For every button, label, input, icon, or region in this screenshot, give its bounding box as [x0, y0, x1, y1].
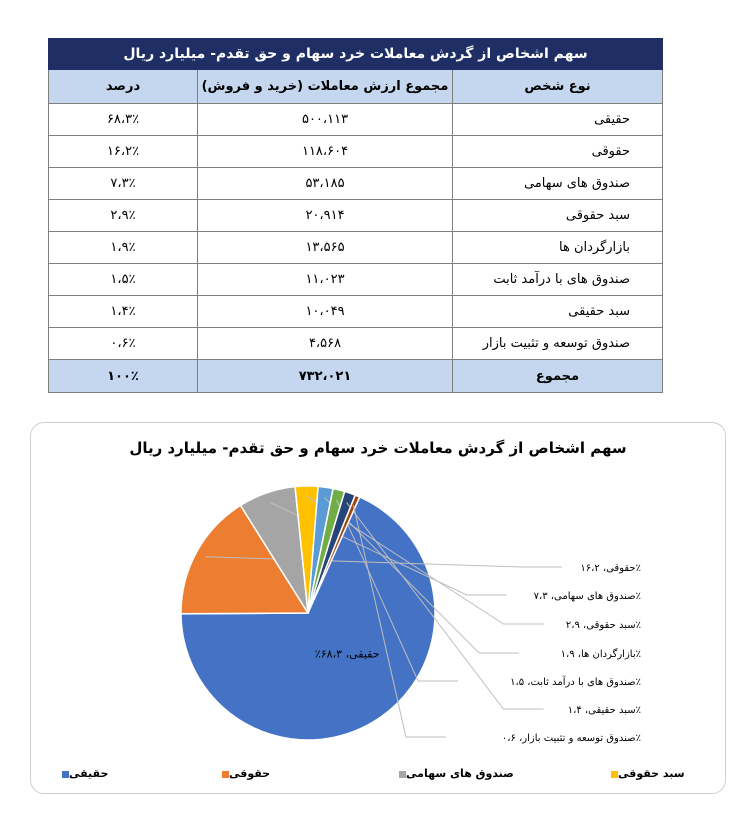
cell-value: ۲۰،۹۱۴ — [198, 200, 453, 232]
table-title-row — [49, 39, 663, 70]
slice-label: صندوق توسعه و تثبیت بازار، ۰،۶٪ — [501, 733, 641, 744]
legend-swatch — [611, 771, 618, 778]
table-header-row — [49, 70, 663, 104]
summary-table-container — [48, 38, 662, 393]
table-row — [49, 136, 663, 168]
header-value: مجموع ارزش معاملات (خرید و فروش) — [198, 70, 453, 104]
legend-label: صندوق های سهامی — [406, 767, 514, 780]
cell-type: حقیقی — [453, 104, 663, 136]
cell-percent: ۱۶،۲٪ — [49, 136, 198, 168]
table-row — [49, 232, 663, 264]
slice-label: حقوقی، ۱۶،۲٪ — [580, 563, 641, 574]
legend-label: حقیقی — [69, 767, 109, 780]
slice-label: بازارگردان ها، ۱،۹٪ — [560, 649, 641, 660]
cell-type: صندوق های با درآمد ثابت — [453, 264, 663, 296]
slice-label: سبد حقوقی، ۲،۹٪ — [565, 620, 641, 631]
slice-label: صندوق های با درآمد ثابت، ۱،۵٪ — [510, 677, 641, 688]
table-title: سهم اشخاص از گردش معاملات خرد سهام و حق تقدم- میلیارد ریال — [49, 39, 663, 70]
table-row — [49, 168, 663, 200]
header-type: نوع شخص — [453, 70, 663, 104]
pie-chart — [31, 423, 727, 763]
total-value: ۷۳۲،۰۲۱ — [198, 360, 453, 393]
summary-table — [48, 38, 663, 393]
legend-swatch — [399, 771, 406, 778]
cell-percent: ۲،۹٪ — [49, 200, 198, 232]
cell-type: سبد حقوقی — [453, 200, 663, 232]
legend-swatch — [62, 771, 69, 778]
header-percent: درصد — [49, 70, 198, 104]
slice-label: حقیقی، ۶۸،۳٪ — [314, 647, 380, 661]
cell-type: صندوق های سهامی — [453, 168, 663, 200]
table-row — [49, 264, 663, 296]
table-row — [49, 200, 663, 232]
legend-item — [216, 767, 270, 780]
cell-type: بازارگردان ها — [453, 232, 663, 264]
total-label: مجموع — [453, 360, 663, 393]
cell-type: سبد حقیقی — [453, 296, 663, 328]
cell-percent: ۱،۵٪ — [49, 264, 198, 296]
chart-card — [30, 422, 726, 794]
legend-item — [393, 767, 514, 780]
legend-label: حقوقی — [229, 767, 271, 780]
cell-value: ۱۱،۰۲۳ — [198, 264, 453, 296]
total-percent: ۱۰۰٪ — [49, 360, 198, 393]
slice-label: سبد حقیقی، ۱،۴٪ — [567, 705, 641, 716]
legend-item — [605, 767, 685, 780]
cell-value: ۵۰۰،۱۱۳ — [198, 104, 453, 136]
table-row — [49, 104, 663, 136]
cell-percent: ۱،۴٪ — [49, 296, 198, 328]
legend-swatch — [222, 771, 229, 778]
legend-label: سبد حقوقی — [618, 767, 685, 780]
cell-percent: ۰،۶٪ — [49, 328, 198, 360]
cell-type: حقوقی — [453, 136, 663, 168]
chart-legend — [31, 767, 725, 785]
cell-percent: ۶۸،۳٪ — [49, 104, 198, 136]
table-total-row — [49, 360, 663, 393]
cell-value: ۵۳،۱۸۵ — [198, 168, 453, 200]
cell-value: ۱۳،۵۶۵ — [198, 232, 453, 264]
cell-value: ۱۰،۰۴۹ — [198, 296, 453, 328]
cell-percent: ۱،۹٪ — [49, 232, 198, 264]
legend-item — [56, 767, 108, 780]
table-row — [49, 328, 663, 360]
slice-label: صندوق های سهامی، ۷،۳٪ — [533, 591, 641, 602]
cell-value: ۱۱۸،۶۰۴ — [198, 136, 453, 168]
cell-value: ۴،۵۶۸ — [198, 328, 453, 360]
chart-title: سهم اشخاص از گردش معاملات خرد سهام و حق تقدم- میلیارد ریال — [129, 439, 627, 457]
cell-type: صندوق توسعه و تثبیت بازار — [453, 328, 663, 360]
cell-percent: ۷،۳٪ — [49, 168, 198, 200]
table-row — [49, 296, 663, 328]
